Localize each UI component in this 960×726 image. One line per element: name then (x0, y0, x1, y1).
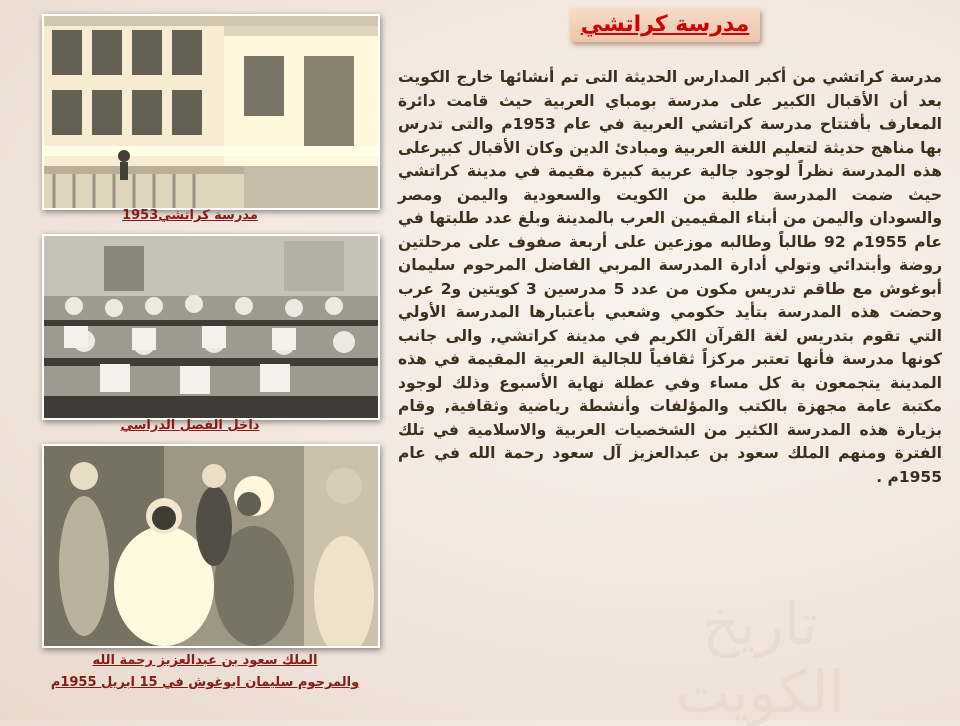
page-title-text: مدرسة كراتشي (580, 12, 750, 37)
king-saud-visit-photo (42, 444, 380, 648)
school-building-photo (42, 14, 380, 210)
page-title (570, 8, 760, 42)
background-watermark: تاريخ الكويت (675, 590, 845, 726)
photo-caption-building: مدرسة كراتشي1953 (122, 208, 258, 223)
classroom-photo (42, 234, 380, 420)
photo-caption-classroom: داخل الفصل الدراسي (120, 418, 260, 433)
school-history-paragraph: مدرسة كراتشي من أكبر المدارس الحديثة التى تم أنشائها خارج الكويت بعد أن الأقبال الكبير على مدرسة بومباي العربية حيث قامت دائرة المعارف بأفتتاح مدرسة كراتشي العربية في عام 1953م والتى تدرس بها مناهج حديثة لتعليم اللغة العربية ومبادئ الدين وكان الأقبال كبيرعلى هذه المدرسة نظراً لوجود جالية عربية كبيرة مقيمة في مدينة كراتشي حيث ضمت المدرسة طلبة من الكويت والسعودية واليمن ومصر والسودان واليمن من أبناء المقيمين العرب بالمدينة وبلغ عدد طلبتها في عام 1955م 92 طالباً وطالبه موزعين على أربعة صفوف على مرحلتين روضة وأبتدائي وتولي أدارة المدرسة المربي الفاضل المرحوم سليمان أبوغوش مع طاقم تدريس مكون من عدد 5 مدرسين 3 كويتين و2 عرب وحضت هذه المدرسة بتأيد حكومي وشعبي بأعتبارها المدرسة الأولي التي تقوم بتدريس لغة القرآن الكريم في مدينة كراتشي, والى جانب كونها مدرسة فأنها تعتبر مركزاً ثقافياً للجالية العربية المقيمة في هذه المدينة يتجمعون بة كل مساء وفي عطلة نهاية الأسبوع وذلك لوجود مكتبة عامة مجهزة بالكتب والمؤلفات وأنشطة رياضية وثقافية, وقام بزيارة هذه المدرسة الكثير من الشخصيات العربية والاسلامية في تلك الفترة ومنهم الملك سعود بن عبدالعزيز آل سعود رحمة الله في عام 1955م . (398, 68, 942, 486)
photo-caption-king-visit-line1: الملك سعود بن عبدالعزيز رحمة الله (92, 653, 318, 668)
photo-caption-king-visit (20, 650, 390, 694)
photo-caption-king-visit-line2: والمرحوم سليمان ابوغوش في 15 ابريل 1955م (50, 675, 360, 690)
